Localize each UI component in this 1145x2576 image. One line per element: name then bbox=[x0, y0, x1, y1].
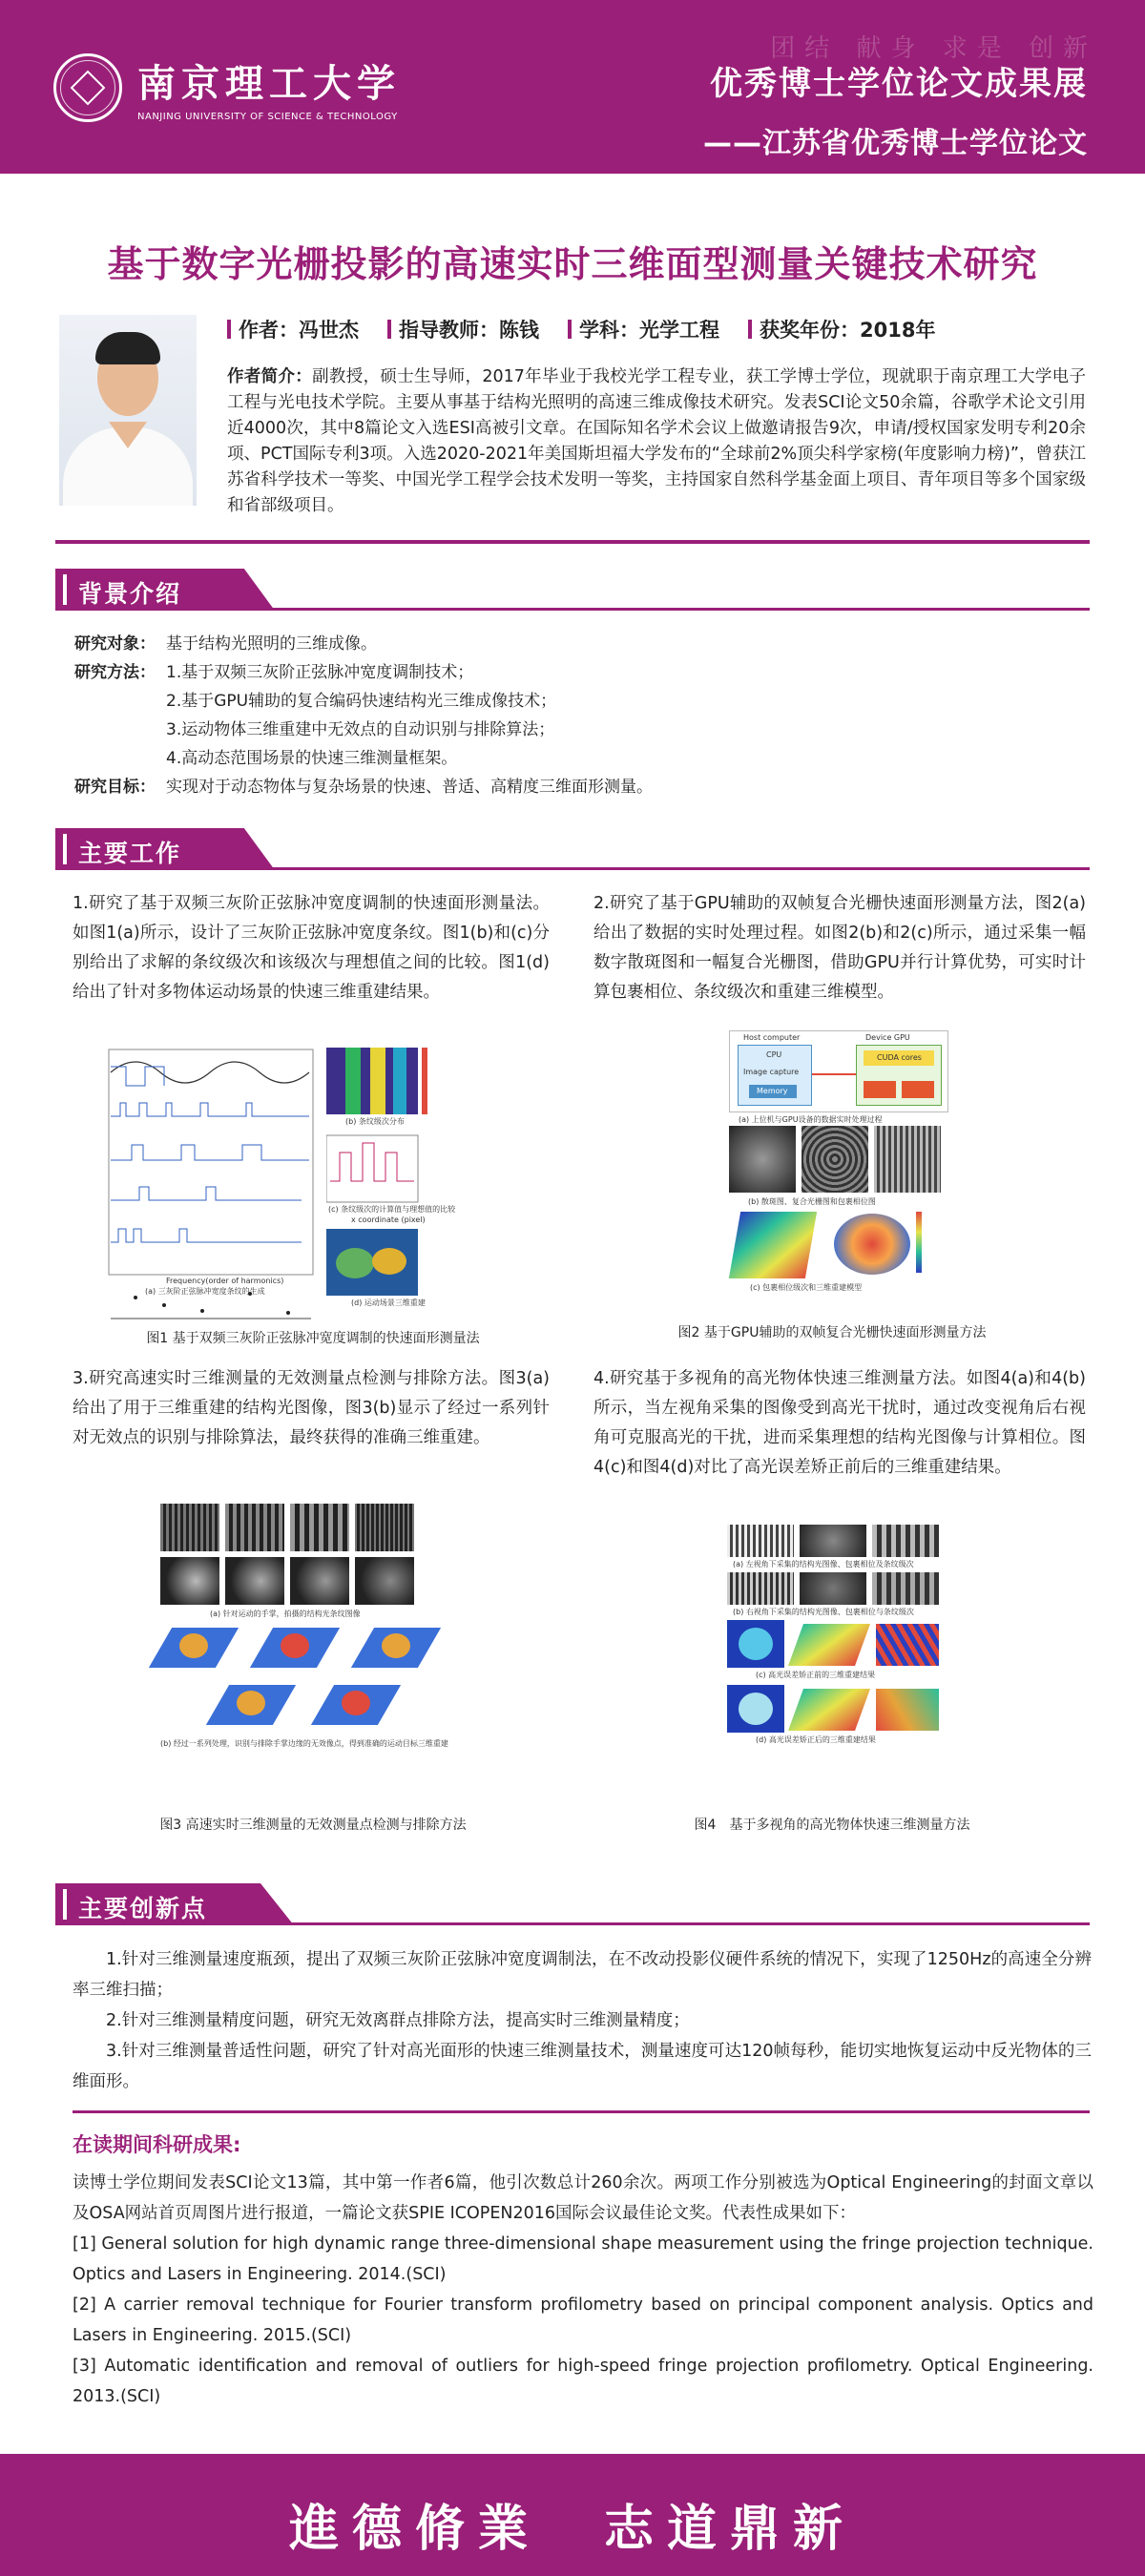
figure-1bcd bbox=[326, 1048, 450, 1324]
achievements-intro: 读博士学位期间发表SCI论文13篇，其中第一作者6篇，他引次数总计260余次。两项工作分别被选为Optical Engineering的封面文章以及OSA网站首页周图片进行报道，一篇论文获SPIE ICOPEN2016国际会议最佳论文奖。代表性成果如下： bbox=[73, 2173, 1093, 2223]
figure-1a-label: (a) 三灰阶正弦脉冲宽度条纹的生成 bbox=[145, 1287, 265, 1296]
innovation-divider bbox=[73, 2110, 1090, 2113]
achievements-body bbox=[73, 2168, 1093, 2412]
figure-2b-label: (b) 散斑图、复合光栅图和包裹相位图 bbox=[748, 1197, 876, 1206]
method-key: 研究方法： bbox=[74, 663, 156, 682]
thesis-title: 基于数字光栅投影的高速实时三维面型测量关键技术研究 bbox=[107, 243, 1038, 285]
achievement-ref: [1] General solution for high dynamic range three-dimensional shape measurement using the fringe projection technique. Optics and Lasers in Engineering. 2014.(SCI) bbox=[73, 2234, 1093, 2284]
school-name-en: NANJING UNIVERSITY OF SCIENCE & TECHNOLOGY bbox=[137, 112, 398, 122]
award-year: 获奖年份：2018年 bbox=[760, 319, 936, 342]
figure-1c-label: (c) 条纹级次的计算值与理想值的比较 bbox=[328, 1205, 456, 1214]
goal-key: 研究目标： bbox=[74, 778, 156, 797]
section-main-work-title: 主要工作 bbox=[78, 840, 182, 867]
method-item: 4.高动态范围场景的快速三维测量框架。 bbox=[166, 749, 458, 768]
bio-label: 作者简介： bbox=[227, 367, 313, 386]
work-paragraph-3: 3.研究高速实时三维测量的无效测量点检测与排除方法。图3(a)给出了用于三维重建的结构光图像，图3(b)显示了经过一系列针对无效点的识别与排除算法，最终获得的准确三维重建。 bbox=[73, 1369, 550, 1447]
method-item: 1.基于双频三灰阶正弦脉冲宽度调制技术； bbox=[166, 663, 474, 682]
school-logo[interactable] bbox=[53, 53, 401, 122]
innovation-item: 1.针对三维测量速度瓶颈，提出了双频三灰阶正弦脉冲宽度调制法，在不改动投影仪硬件系统的情况下，实现了1250Hz的高速全分辨率三维扫描； bbox=[73, 1950, 1092, 2000]
figure-2-caption: 图2 基于GPU辅助的双帧复合光栅快速面形测量方法 bbox=[677, 1325, 987, 1340]
figure-1-x-label: x coordinate (pixel) bbox=[351, 1215, 426, 1224]
figure-2-host: Host computer bbox=[743, 1033, 801, 1042]
figure-2-cpu: CPU bbox=[766, 1050, 782, 1059]
exhibit-title: 优秀博士学位论文成果展 bbox=[710, 65, 1088, 103]
figure-3 bbox=[160, 1504, 475, 1790]
figure-4d-label: (d) 高光误差矫正后的三维重建结果 bbox=[756, 1735, 876, 1744]
work-paragraph-2: 2.研究了基于GPU辅助的双帧复合光栅快速面形测量方法，图2(a)给出了数据的实时处理过程。如图2(b)和2(c)所示，通过采集一幅数字散斑图和一幅复合光栅图，借助GPU并行计算优势，可实时计算包裹相位、条纹级次和重建三维模型。 bbox=[593, 894, 1086, 1002]
figure-3-caption: 图3 高速实时三维测量的无效测量点检测与排除方法 bbox=[159, 1818, 467, 1833]
author-photo bbox=[59, 315, 197, 506]
figure-2 bbox=[729, 1030, 1015, 1313]
innovation-list bbox=[73, 1944, 1092, 2097]
section-background bbox=[55, 569, 1090, 611]
figure-4c-label: (c) 高光误差矫正前的三维重建结果 bbox=[756, 1671, 876, 1679]
author-name: 作者：冯世杰 bbox=[239, 319, 359, 342]
advisor-name: 指导教师：陈钱 bbox=[399, 319, 539, 342]
figure-1b-label: (b) 条纹级次分布 bbox=[345, 1117, 405, 1126]
bio-text: 副教授，硕士生导师，2017年毕业于我校光学工程专业，获工学博士学位，现就职于南京理工大学电子工程与光电技术学院。主要从事基于结构光照明的高速三维成像技术研究。发表SCI论文50余篇，谷歌学术论文引用近4000次，其中8篇论文入选ESI高被引文章。在国际知名学术会议上做邀请报告9次，申请/授权国家发明专利20余项、PCT国际专利3项。入选2020-2021年美国斯坦福大学发布的“全球前2%顶尖科学家榜(年度影响力榜)”，曾获江苏省科学技术一等奖、中国光学工程学会技术发明一等奖，主持国家自然科学基金面上项目、青年项目等多个国家级和省部级项目。 bbox=[227, 367, 1086, 515]
section-background-title: 背景介绍 bbox=[78, 580, 182, 608]
header-banner bbox=[0, 0, 1145, 174]
author-bio bbox=[227, 364, 1086, 519]
goal-val: 实现对于动态物体与复杂场景的快速、普适、高精度三维面形测量。 bbox=[166, 778, 653, 797]
section-main-work bbox=[55, 828, 1090, 870]
figure-2a-label: (a) 上位机与GPU设备的数据实时处理过程 bbox=[739, 1115, 883, 1124]
figure-2-memory: Memory bbox=[757, 1087, 788, 1095]
figure-3b-label: (b) 经过一系列处理，识别与排除手掌边缘的无效像点，得到准确的运动目标三维重建 bbox=[160, 1739, 448, 1748]
section-innovation-title: 主要创新点 bbox=[78, 1895, 208, 1922]
figure-2-image: Image capture bbox=[743, 1068, 800, 1076]
footer-motto: 進德脩業 志道鼎新 bbox=[288, 2500, 856, 2558]
figure-1d-label: (d) 运动场景三维重建 bbox=[351, 1298, 426, 1307]
school-seal-icon bbox=[53, 53, 122, 122]
figure-4-caption: 图4 基于多视角的高光物体快速三维测量方法 bbox=[694, 1818, 970, 1833]
school-name: 南京理工大学 bbox=[137, 61, 401, 106]
author-divider bbox=[55, 540, 1090, 544]
object-key: 研究对象： bbox=[74, 634, 156, 654]
figure-2c-label: (c) 包裹相位级次和三维重建模型 bbox=[750, 1283, 863, 1292]
background-list bbox=[74, 630, 653, 801]
footer-banner bbox=[0, 2454, 1145, 2576]
figure-2-cuda: CUDA cores bbox=[877, 1053, 922, 1062]
figure-4 bbox=[727, 1525, 975, 1811]
figure-2a-diagram bbox=[729, 1030, 948, 1112]
figure-2-device: Device GPU bbox=[865, 1033, 910, 1042]
work-paragraph-4: 4.研究基于多视角的高光物体快速三维测量方法。如图4(a)和4(b)所示，当左视角采集的图像受到高光干扰时，通过改变视角后右视角可克服高光的干扰，进而采集理想的结构光图像与计算相位。图4(c)和图4(d)对比了高光误差矫正前后的三维重建结果。 bbox=[593, 1369, 1086, 1477]
author-meta bbox=[227, 315, 964, 343]
work-paragraph-1: 1.研究了基于双频三灰阶正弦脉冲宽度调制的快速面形测量法。如图1(a)所示，设计了三灰阶正弦脉冲宽度条纹。图1(b)和(c)分别给出了求解的条纹级次和该级次与理想值之间的比较。图1(d)给出了针对多物体运动场景的快速三维重建结果。 bbox=[73, 894, 550, 1002]
method-item: 2.基于GPU辅助的复合编码快速结构光三维成像技术； bbox=[166, 692, 557, 711]
achievements-title: 在读期间科研成果: bbox=[73, 2133, 241, 2156]
innovation-item: 2.针对三维测量精度问题，研究无效离群点排除方法，提高实时三维测量精度； bbox=[106, 2011, 690, 2030]
figure-1-freq-label: Frequency(order of harmonics) bbox=[166, 1277, 284, 1285]
figure-3a-label: (a) 针对运动的手掌，拍摄的结构光条纹图像 bbox=[210, 1610, 361, 1618]
exhibit-subtitle: ——江苏省优秀博士学位论文 bbox=[703, 127, 1088, 160]
figure-4a-label: (a) 左视角下采集的结构光图像、包裹相位及条纹级次 bbox=[733, 1560, 914, 1568]
achievement-ref: [2] A carrier removal technique for Fourier transform profilometry based on principal component analysis. Optics and Lasers in Engineering. 2015.(SCI) bbox=[73, 2296, 1093, 2345]
innovation-item: 3.针对三维测量普适性问题，研究了针对高光面形的快速三维测量技术，测量速度可达120帧每秒，能切实地恢复运动中反光物体的三维面形。 bbox=[73, 2042, 1092, 2091]
header-watermark: 团结 献身 求是 创新 bbox=[770, 34, 1097, 63]
method-item: 3.运动物体三维重建中无效点的自动识别与排除算法； bbox=[166, 720, 555, 739]
figure-1-caption: 图1 基于双频三灰阶正弦脉冲宽度调制的快速面形测量法 bbox=[146, 1331, 480, 1346]
object-val: 基于结构光照明的三维成像。 bbox=[166, 634, 377, 654]
figure-1 bbox=[107, 1048, 456, 1324]
section-innovation bbox=[55, 1883, 1090, 1925]
discipline: 学科：光学工程 bbox=[579, 319, 719, 342]
figure-4b-label: (b) 右视角下采集的结构光图像、包裹相位与条纹级次 bbox=[733, 1608, 914, 1616]
achievement-ref: [3] Automatic identification and removal of outliers for high-speed fringe projection profilometry. Optical Engineering. 2013.(SCI) bbox=[73, 2357, 1093, 2406]
